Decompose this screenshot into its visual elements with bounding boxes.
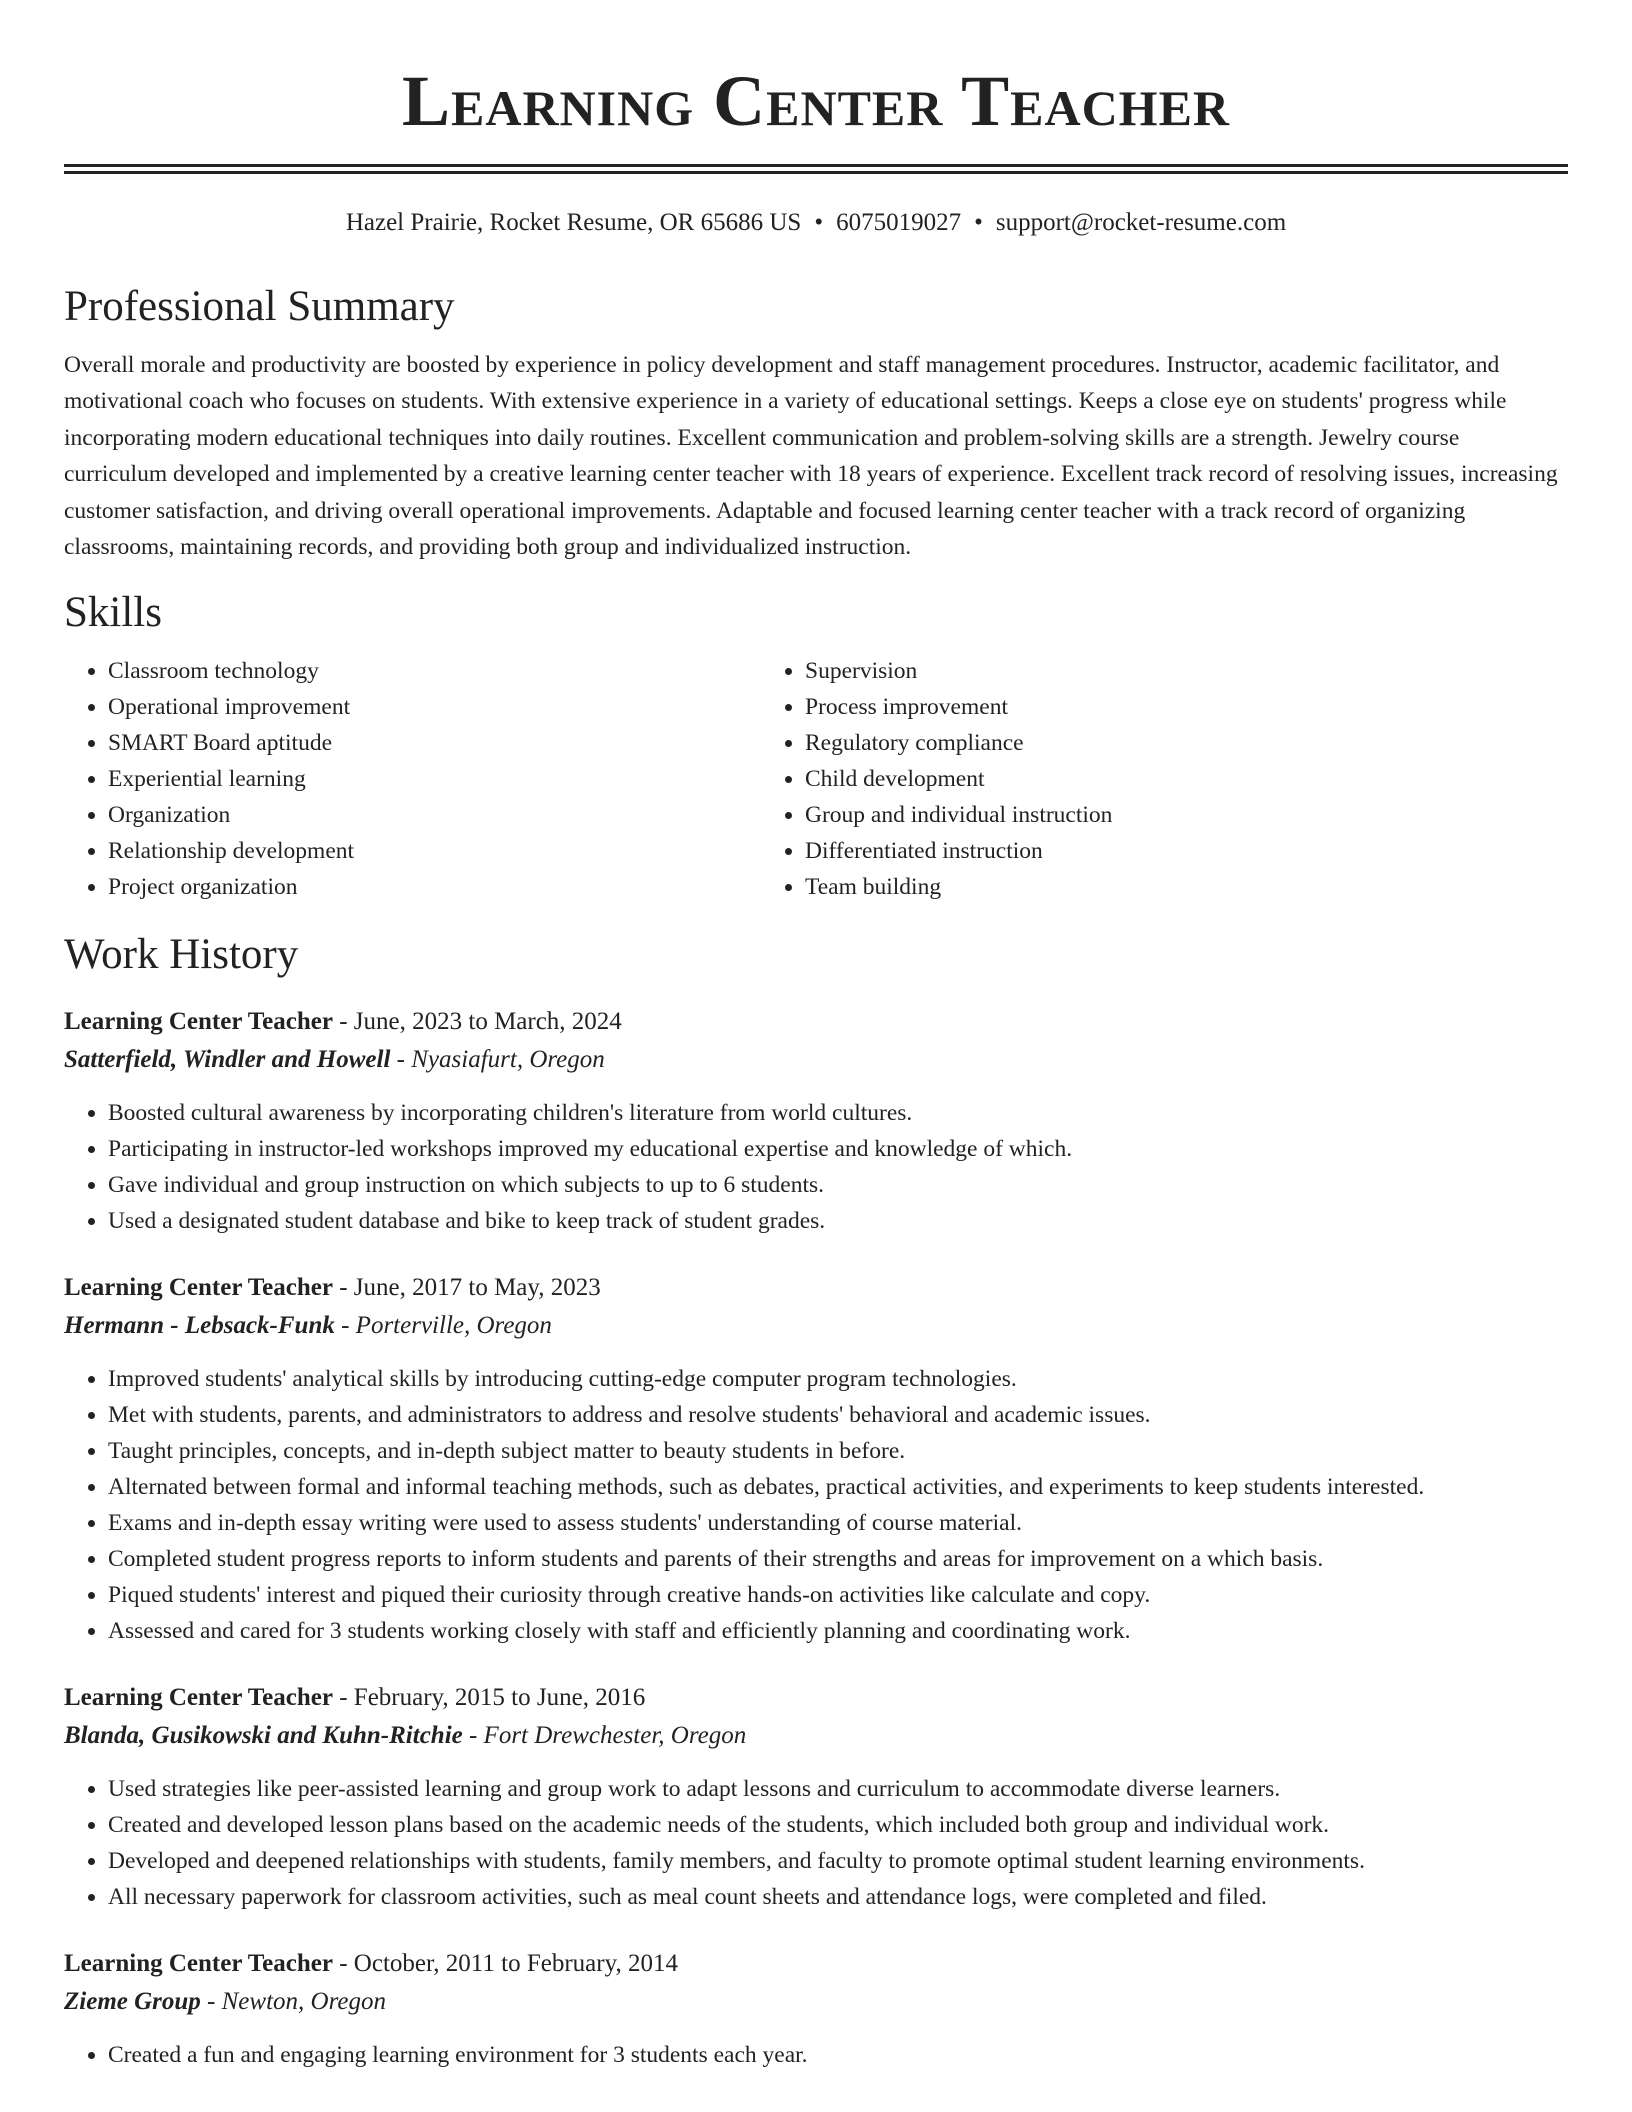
job-title: Learning Center Teacher [64,1950,333,1978]
skill-item: • Child development [805,761,1566,797]
job-bullet: • Developed and deepened relationships with students, family members, and faculty to promote optimal student learning environments. [108,1843,1568,1879]
job-bullet: • Exams and in-depth essay writing were used to assess students' understanding of course material. [108,1505,1568,1541]
skill-item: • Operational improvement [108,689,761,725]
skill-item: • Supervision [805,653,1566,689]
company-location: - Fort Drewchester, Oregon [462,1722,747,1750]
job-dates: - June, 2017 to May, 2023 [332,1274,601,1302]
job-bullet: • Met with students, parents, and administrators to address and resolve students' behavioral and academic issues. [108,1397,1568,1433]
skills-list [64,653,1568,905]
job-bullet: • All necessary paperwork for classroom activities, such as meal count sheets and attendance logs, were completed and filed. [108,1879,1568,1915]
job-dates: - February, 2015 to June, 2016 [332,1684,646,1712]
company-line [64,1041,1568,1079]
job-entry [64,1269,1568,1649]
contact-email: support@rocket-resume.com [995,209,1287,236]
company-name: Zieme Group [64,1988,201,2016]
job-bullet: • Created and developed lesson plans based on the academic needs of the students, which included both group and individual work. [108,1807,1568,1843]
job-title: Learning Center Teacher [64,1008,333,1036]
skill-item: • Differentiated instruction [805,833,1566,869]
job-bullets [64,1771,1568,1915]
job-bullet: • Used strategies like peer-assisted learning and group work to adapt lessons and curriculum to accommodate diverse learners. [108,1771,1568,1807]
skills-column-right [761,653,1566,905]
job-bullet: • Piqued students' interest and piqued their curiosity through creative hands-on activities like calculate and copy. [108,1577,1568,1613]
job-bullet: • Used a designated student database and bike to keep track of student grades. [108,1203,1568,1239]
resume-title: Learning Center Teacher [401,61,1231,141]
company-location: - Nyasiafurt, Oregon [390,1046,605,1074]
skills-heading: Skills [64,589,162,637]
job-bullet: • Created a fun and engaging learning environment for 3 students each year. [108,2037,1568,2073]
job-bullet: • Participating in instructor-led workshops improved my educational expertise and knowledge of which. [108,1131,1568,1167]
job-dates: - June, 2023 to March, 2024 [332,1008,622,1036]
contact-separator: • [974,209,983,236]
company-location: - Porterville, Oregon [334,1312,552,1340]
job-bullet: • Assessed and cared for 3 students working closely with staff and efficiently planning and coordinating work. [108,1613,1568,1649]
job-title-line [64,1679,1568,1717]
job-bullet: • Improved students' analytical skills by introducing cutting-edge computer program technologies. [108,1361,1568,1397]
job-bullets [64,2037,1568,2073]
skill-item: • Project organization [108,869,761,905]
company-location: - Newton, Oregon [200,1988,386,2016]
job-bullets [64,1095,1568,1239]
skill-item: • Regulatory compliance [805,725,1566,761]
job-entry [64,1945,1568,2073]
skill-item: • Group and individual instruction [805,797,1566,833]
title-divider [64,164,1568,174]
job-entry [64,1003,1568,1239]
summary-heading: Professional Summary [64,283,455,330]
contact-phone: 6075019027 [836,209,962,236]
skill-item: • Process improvement [805,689,1566,725]
company-line [64,1983,1568,2021]
job-title-line [64,1003,1568,1041]
company-name: Hermann - Lebsack-Funk [64,1312,335,1340]
job-entry [64,1679,1568,1915]
company-line [64,1717,1568,1755]
job-title: Learning Center Teacher [64,1274,333,1302]
job-title-line [64,1269,1568,1307]
job-bullet: • Alternated between formal and informal teaching methods, such as debates, practical activities, and experiments to keep students interested. [108,1469,1568,1505]
contact-address: Hazel Prairie, Rocket Resume, OR 65686 US [345,209,802,236]
skill-item: • Organization [108,797,761,833]
contact-separator: • [814,209,824,236]
job-bullet: • Gave individual and group instruction on which subjects to up to 6 students. [108,1167,1568,1203]
job-title-line [64,1945,1568,1983]
company-line [64,1307,1568,1345]
skills-column-left [64,653,761,905]
job-bullet: • Taught principles, concepts, and in-depth subject matter to beauty students in before. [108,1433,1568,1469]
job-dates: - October, 2011 to February, 2014 [332,1950,678,1978]
job-title: Learning Center Teacher [64,1684,333,1712]
job-bullet: • Completed student progress reports to inform students and parents of their strengths and areas for improvement on a which basis. [108,1541,1568,1577]
job-bullets [64,1361,1568,1649]
skill-item: • Experiential learning [108,761,761,797]
skill-item: • Relationship development [108,833,761,869]
work-history-heading: Work History [64,931,299,979]
summary-text: Overall morale and productivity are boosted by experience in policy development and staff management procedures. Instructor, academic facilitator, and motivational coach who focuses on students. With extensive experience in a variety of educational settings. Keeps a close eye on students' progress while incorporating modern educational techniques into daily routines. Excellent communication and problem-solving skills are a strength. Jewelry course curriculum developed and implemented by a creative learning center teacher with 18 years of experience. Excellent track record of resolving issues, increasing customer satisfaction, and driving overall operational improvements. Adaptable and focused learning center teacher with a track record of organizing classrooms, maintaining records, and providing both group and individualized instruction. [64,352,1558,561]
company-name: Satterfield, Windler and Howell [64,1046,391,1074]
job-bullet: • Boosted cultural awareness by incorporating children's literature from world cultures. [108,1095,1568,1131]
skill-item: • Team building [805,869,1566,905]
skill-item: • Classroom technology [108,653,761,689]
contact-line [64,207,1568,239]
company-name: Blanda, Gusikowski and Kuhn-Ritchie [64,1722,463,1750]
skill-item: • SMART Board aptitude [108,725,761,761]
